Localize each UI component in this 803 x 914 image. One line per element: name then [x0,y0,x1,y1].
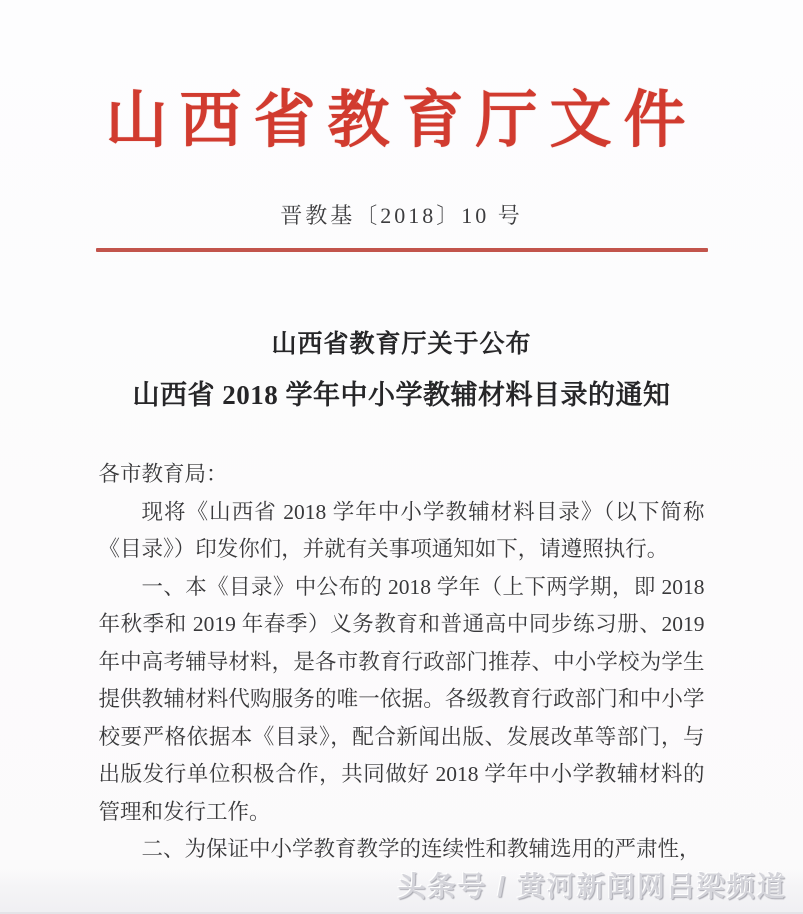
watermark-text: 头条号 / 黄河新闻网吕梁频道 [397,871,787,902]
subject-line-2: 山西省 2018 学年中小学教辅材料目录的通知 [132,380,671,411]
document-subject [0,324,803,412]
salutation: 各市教育局： [98,462,228,487]
paragraph: 二、为保证中小学教育教学的连续性和教辅选用的严肃性， [141,837,701,862]
watermark-bar [0,868,803,914]
red-divider-rule [96,248,708,252]
paragraph: 现将《山西省 2018 学年中小学教辅材料目录》（以下简称《目录》）印发你们，并就有关事项通知如下，请遵照执行。 [98,499,705,562]
document-body [99,456,705,869]
letterhead-title: 山西省教育厅文件 [105,87,698,155]
letterhead [0,0,803,157]
subject-line-1: 山西省教育厅关于公布 [271,331,532,359]
paragraph: 一、本《目录》中公布的 2018 学年（上下两学期，即 2018 年秋季和 2019 年春季）义务教育和普通高中同步练习册、2019 年中高考辅导材料，是各市教育行政部门推荐、中小学校为学生提供教辅材料代购服务的唯一依据。各级教育行政部门和中小学校要严格依据本《目录》，配合新闻出版、发展改革等部门，与出版发行单位积极合作，共同做好 2018 学年中小学教辅材料的管理和发行工作。 [98,574,705,824]
document-number: 晋教基〔2018〕10 号 [280,203,523,229]
